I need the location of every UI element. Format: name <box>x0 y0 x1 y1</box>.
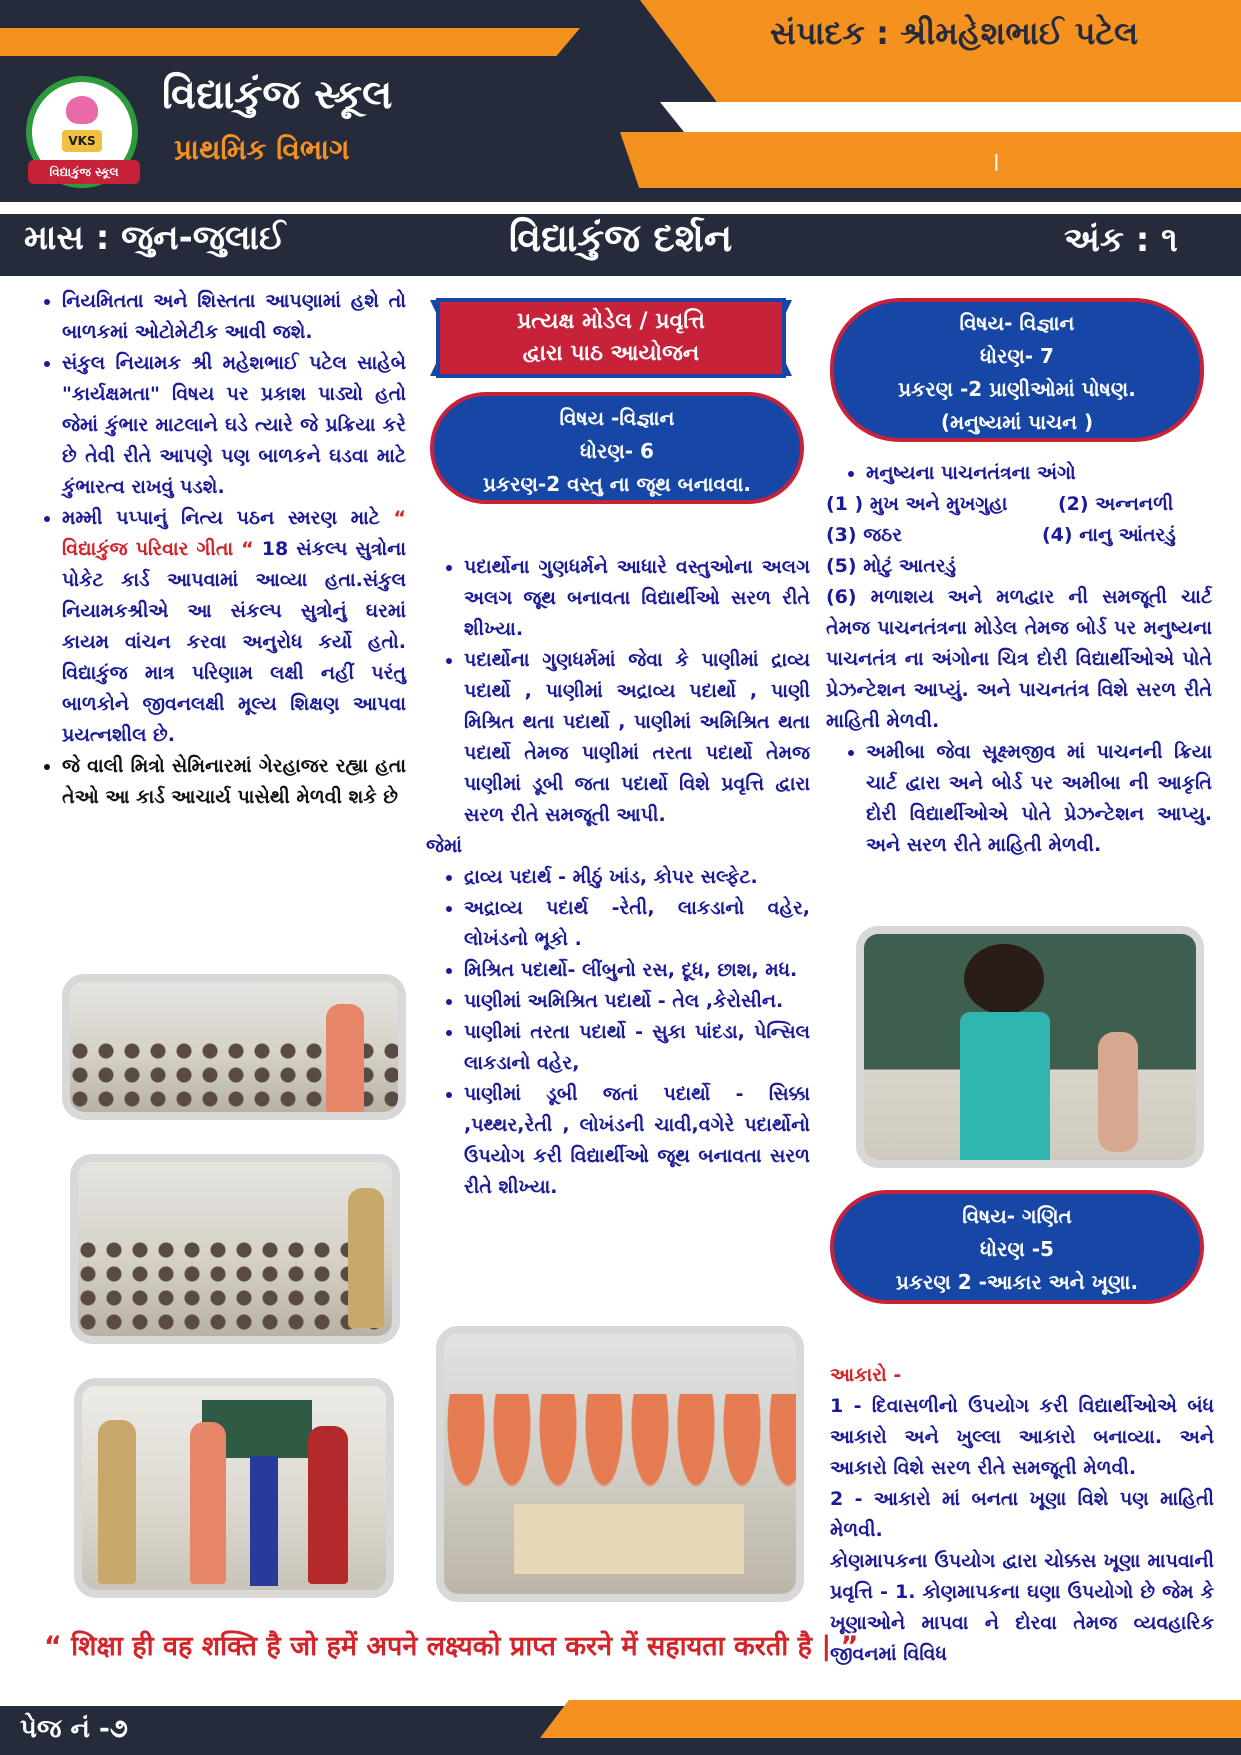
magazine-title: વિદ્યાકુંજ દર્શન <box>508 216 733 260</box>
list-item: • અદ્રાવ્ય પદાર્થ -રેતી, લાકડાનો વહેર, લોખંડનો ભૂકો . <box>464 893 810 955</box>
left-column-text <box>34 286 406 813</box>
banner-line: પ્રત્યક્ષ મોડેલ / પ્રવૃત્તિ <box>517 309 705 334</box>
highlight-text: “ વિદ્યાકુંજ પરિવાર ગીતા “ <box>62 507 406 560</box>
list-item: • પદાર્થોના ગુણધર્મને આધારે વસ્તુઓના અલગ અલગ જૂથ બનાવતા વિદ્યાર્થીઓ સરળ રીતે શીખ્યા. <box>464 552 810 645</box>
list-item: • પદાર્થોના ગુણધર્મમાં જેવા કે પાણીમાં દ્રાવ્ય પદાર્થો , પાણીમાં અદ્રાવ્ય પદાર્થો , પાણી મિશ્રિત થતા પદાર્થો , પાણીમાં અમિશ્રિત થતા પદાર્થો તેમજ પાણીમાં તરતા પદાર્થો તેમજ પાણીમાં ડૂબી જતા પદાર્થો વિશે પ્રવૃત્તિ દ્વારા સરળ રીતે સમજૂતી આપી. <box>464 645 810 831</box>
editing-by: એડીટીંગ : સુમિત પટેલ <box>1017 152 1176 172</box>
school-name: વિદ્યાકુંજ સ્કૂલ <box>162 72 393 118</box>
organ-item: (5) મોટું આતરડું <box>826 555 957 577</box>
pill-line: (મનુષ્યમાં પાચન ) <box>940 410 1094 434</box>
pill-line: વિષય- વિજ્ઞાન <box>959 311 1075 335</box>
list-item: • મનુષ્યના પાચનતંત્રના અંગો <box>866 458 1212 489</box>
list-item-text: 18 સંકલ્પ સુત્રોના પોકેટ કાર્ડ આપવામાં આવ્યા હતા.સંકુલ નિયામકશ્રીએ આ સંકલ્પ સુત્રોનું ઘરમાં કાયમ વાંચન કરવા અનુરોધ કર્યો હતો. વિદ્યાકુંજ માત્ર પરિણામ લક્ષી નહીં પરંતુ બાળકોને જીવનલક્ષી મૂલ્ય શિક્ષણ આપવા પ્રયત્નશીલ છે. <box>62 538 406 746</box>
credits-line <box>678 152 1176 172</box>
middle-column-text <box>426 552 810 1203</box>
pill-line: ધોરણ- 6 <box>580 439 654 463</box>
list-item: • પાણીમાં તરતા પદાર્થો - સુકા પાંદડા, પેન્સિલ લાકડાનો વહેર, <box>464 1017 810 1079</box>
list-item: • નિયમિતતા અને શિસ્તતા આપણામાં હશે તો બાળકમાં ઓટોમેટીક આવી જશે. <box>62 286 406 348</box>
list-item: • અમીબા જેવા સૂક્ષ્મજીવ માં પાચનની ક્રિયા ચાર્ટ દ્વારા અને બોર્ડ પર અમીબા ની આકૃતિ દોરી વિદ્યાર્થીઓએ પોતે પ્રેઝન્ટેશન આપ્યુ. અને સરળ રીતે માહિતી મેળવી. <box>866 737 1212 861</box>
compiled-by: સંકલન : આચાર્યા શ્રીમતી કિનાક્ષીબેન રાજ <box>678 152 976 172</box>
pill-line: ધોરણ- 7 <box>980 344 1054 368</box>
pill-line: પ્રકરણ-2 વસ્તુ ના જૂથ બનાવવા. <box>483 472 751 496</box>
subject-pill-science-7 <box>830 298 1204 442</box>
right-column-digestion-text <box>826 458 1212 861</box>
organ-item: (2) અન્નનળી <box>1058 493 1174 515</box>
lotus-icon <box>66 96 98 124</box>
footer-stripe <box>540 1700 1241 1738</box>
paragraph: કોણમાપકના ઉપયોગ દ્વારા ચોક્કસ ખૂણા માપવાની પ્રવૃત્તિ - 1. કોણમાપકના ઘણા ઉપયોગો છે જેમ કે ખૂણાઓને માપવા ને દોરવા તેમજ વ્યવહારિક જીવનમાં વિવિધ <box>830 1550 1214 1665</box>
month-label: માસ : જુન-જુલાઈ <box>24 218 286 258</box>
organ-row <box>826 489 1212 520</box>
pill-line: વિષય -વિજ્ઞાન <box>559 406 675 430</box>
paragraph: 1 - દિવાસળીનો ઉપયોગ કરી વિદ્યાર્થીઓએ બંધ આકારો અને ખુલ્લા આકારો બનાવ્યા. અને આકારો વિશે સરળ રીતે સમજૂતી મેળવી. <box>830 1395 1214 1479</box>
credits-separator: | <box>993 152 1000 172</box>
paragraph: 2 - આકારો માં બનતા ખૂણા વિશે પણ માહિતી મેળવી. <box>830 1488 1214 1541</box>
list-item <box>62 503 406 751</box>
editor-credit: સંપાદક : શ્રીમહેશભાઈ પટેલ <box>770 14 1139 52</box>
photo-seminar-audience <box>62 974 406 1120</box>
list-item: • દ્રાવ્ય પદાર્થ - મીઠું ખાંડ, કોપર સલ્ફેટ. <box>464 862 810 893</box>
list-intro: જેમાં <box>426 835 463 857</box>
banner-line: દ્વારા પાઠ આયોજન <box>522 341 700 366</box>
right-column-shapes-text <box>830 1360 1214 1670</box>
photo-students-lab <box>436 1326 804 1602</box>
list-item: • પાણીમાં ડૂબી જતાં પદાર્થો - સિક્કા ,પથ્થર,રેતી , લોખંડની ચાવી,વગેરે પદાર્થોનો ઉપયોગ કરી વિદ્યાર્થીઓ જૂથ બનાવતા સરળ રીતે શીખ્યા. <box>464 1079 810 1203</box>
photo-seminar-speaker <box>70 1154 400 1344</box>
organ-item: (3) જઠર <box>826 524 903 546</box>
logo-text: VKS <box>62 130 102 152</box>
subject-pill-science-6 <box>430 392 804 504</box>
hindi-quote: “ शिक्षा ही वह शक्ति है जो हमें अपने लक्ष्यको प्राप्त करने में सहायता करती है | ” <box>44 1631 859 1662</box>
list-item: • જે વાલી મિત્રો સેમિનારમાં ગેરહાજર રહ્યા હતા તેઓ આ કાર્ડ આચાર્ય પાસેથી મેળવી શકે છે <box>62 751 406 813</box>
pill-line: વિષય- ગણિત <box>962 1204 1072 1228</box>
issue-number: અંક : ૧ <box>1064 220 1178 260</box>
pill-line: પ્રકરણ -2 પ્રાણીઓમાં પોષણ. <box>898 377 1136 401</box>
photo-student-presentation <box>856 926 1204 1168</box>
lesson-banner <box>436 298 786 378</box>
photo-stage-event <box>74 1378 394 1598</box>
header-stripe-left <box>0 28 580 56</box>
organ-item: (1 ) મુખ અને મુખગુહા <box>826 493 1008 515</box>
page-number: પેજ નં -૭ <box>20 1714 128 1744</box>
organ-item: (4) નાનુ આંતરડું <box>1042 524 1176 546</box>
school-section: પ્રાથમિક વિભાગ <box>174 133 350 166</box>
paragraph: (6) મળાશય અને મળદ્વાર ની સમજૂતી ચાર્ટ તેમજ પાચનતંત્રના મોડેલ તેમજ બોર્ડ પર મનુષ્યના પાચનતંત્ર ના અંગોના ચિત્ર દોરી વિદ્યાર્થીઓએ પોતે પ્રેઝન્ટેશન આપ્યું. અને પાચનતંત્ર વિશે સરળ રીતે માહિતી મેળવી. <box>826 586 1212 732</box>
list-item: • સંકુલ નિયામક શ્રી મહેશભાઈ પટેલ સાહેબે "કાર્યક્ષમતા" વિષય પર પ્રકાશ પાડ્યો હતો જેમાં કુંભાર માટલાને ઘડે ત્યારે જે પ્રક્રિયા કરે છે તેવી રીતે આપણે પણ બાળકને ઘડવા માટે કુંભારત્વ રાખવું પડશે. <box>62 348 406 503</box>
pill-line: પ્રકરણ 2 -આકાર અને ખૂણા. <box>895 1270 1139 1294</box>
subject-pill-maths-5 <box>830 1190 1204 1304</box>
list-item-text: મમ્મી પપ્પાનું નિત્ય પઠન સ્મરણ માટે <box>62 507 380 529</box>
section-heading: આકારો - <box>830 1364 902 1386</box>
list-item: • પાણીમાં અમિશ્રિત પદાર્થો - તેલ ,કેરોસીન. <box>464 986 810 1017</box>
list-item: • મિશ્રિત પદાર્થો- લીંબુનો રસ, દૂધ, છાશ, મધ. <box>464 955 810 986</box>
organ-row <box>826 520 1212 551</box>
header-white-band <box>660 102 1241 132</box>
pill-line: ધોરણ -5 <box>980 1237 1054 1261</box>
logo-ribbon: વિદ્યાકુંજ સ્કૂલ <box>28 160 140 184</box>
